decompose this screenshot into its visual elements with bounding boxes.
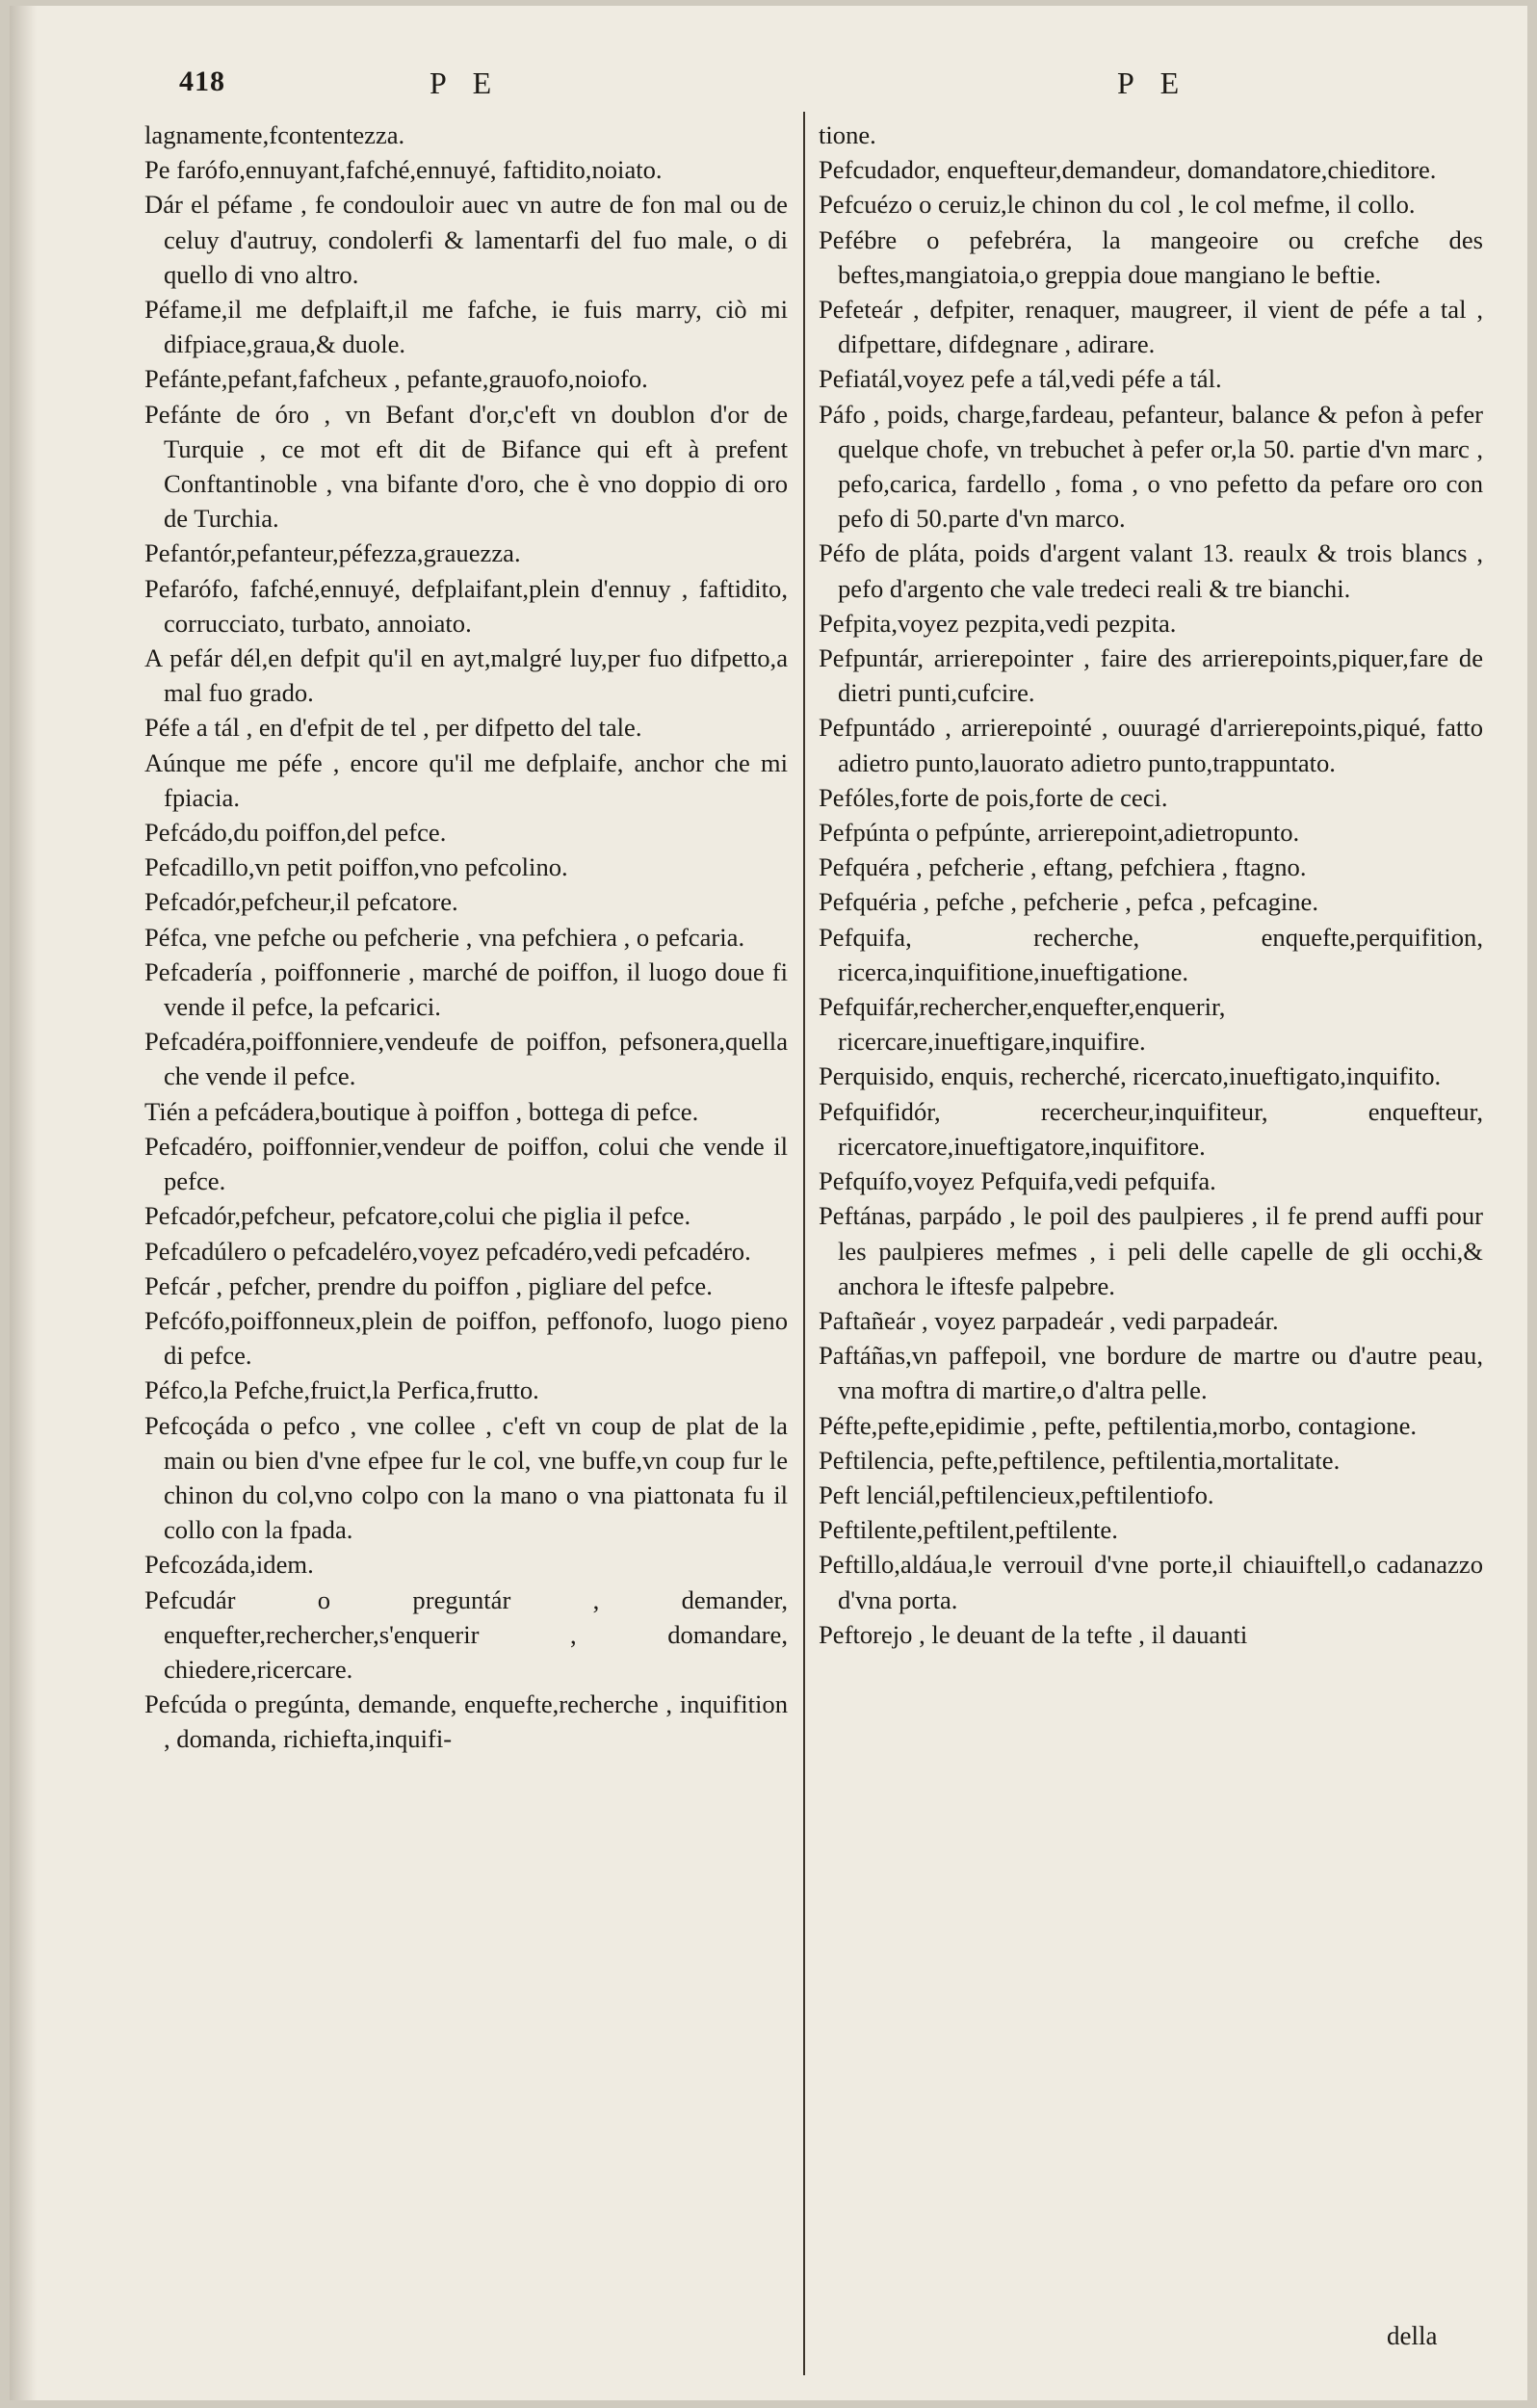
dictionary-entry: Dár el péfame , fe condouloir auec vn autre de fon mal ou de celuy d'autruy, condolerfi & lamentarfi del fuo male, o di quello di vno altro. bbox=[144, 190, 788, 289]
dictionary-entry: Pefcudador, enquefteur,demandeur, domandatore,chieditore. bbox=[819, 155, 1437, 185]
dictionary-entry: Pefánte,pefant,fafcheux , pefante,grauofo,noiofo. bbox=[144, 364, 648, 394]
dictionary-entry: Pefquifa, recherche, enquefte,perquifition, ricerca,inquifitione,inueftigatione. bbox=[819, 922, 1483, 986]
dictionary-entry: Pefcadéra,poiffonniere,vendeufe de poiffon, pefsonera,quella che vende il pefce. bbox=[144, 1027, 788, 1091]
dictionary-entry: Pe farófo,ennuyant,fafché,ennuyé, faftidito,noiato. bbox=[144, 155, 663, 185]
page-number: 418 bbox=[179, 65, 225, 97]
dictionary-entry: Péfco,la Pefche,fruict,la Perfica,frutto. bbox=[144, 1375, 539, 1405]
dictionary-entry: Péfte,pefte,epidimie , pefte, peftilentia,morbo, contagione. bbox=[819, 1410, 1418, 1440]
dictionary-entry: Pefcúda o pregúnta, demande, enquefte,recherche , inquifition , domanda, richiefta,inquifi- bbox=[144, 1689, 788, 1754]
binding-shadow bbox=[10, 6, 37, 2400]
dictionary-entry: Pefcadéro, poiffonnier,vendeur de poiffon, colui che vende il pefce. bbox=[144, 1131, 788, 1196]
dictionary-entry: Pefquéra , pefcherie , eftang, pefchiera , ftagno. bbox=[819, 852, 1307, 882]
dictionary-entry: Páfo , poids, charge,fardeau, pefanteur, balance & pefon à pefer quelque chofe, vn trebuchet à pefer or,la 50. partie d'vn marc , pefo,carica, fardello , foma , o vno pefetto da pefare oro con pefo di 50.parte d'vn marco. bbox=[819, 399, 1483, 534]
dictionary-entry: Pefcár , pefcher, prendre du poiffon , pigliare del pefce. bbox=[144, 1270, 713, 1300]
dictionary-entry: Pefánte de óro , vn Befant d'or,c'eft vn doublon d'or de Turquie , ce mot eft dit de Bifance qui eft à prefent Conftantinoble , vna bifante d'oro, che è vno doppio di oro de Turchia. bbox=[144, 399, 788, 534]
dictionary-entry: Pefantór,pefanteur,péfezza,grauezza. bbox=[144, 538, 521, 568]
right-column bbox=[819, 118, 1483, 1652]
dictionary-entry: Pefcadúlero o pefcadeléro,voyez pefcadéro,vedi pefcadéro. bbox=[144, 1236, 751, 1266]
dictionary-entry: Peftilencia, pefte,peftilence, peftilentia,mortalitate. bbox=[819, 1445, 1341, 1475]
dictionary-entry: Pefcadería , poiffonnerie , marché de poiffon, il luogo doue fi vende il pefce, la pefcarici. bbox=[144, 956, 788, 1022]
dictionary-entry: Paftáñas,vn paffepoil, vne bordure de martre ou d'autre peau, vna moftra di martire,o d'altra pelle. bbox=[819, 1341, 1483, 1405]
dictionary-entry: Paftañeár , voyez parpadeár , vedi parpadeár. bbox=[819, 1305, 1279, 1335]
dictionary-entry: Pefpita,voyez pezpita,vedi pezpita. bbox=[819, 608, 1177, 638]
book-page bbox=[10, 6, 1527, 2400]
dictionary-entry: Péfe a tál , en d'efpit de tel , per difpetto del tale. bbox=[144, 713, 642, 743]
dictionary-entry: Pefcadillo,vn petit poiffon,vno pefcolino. bbox=[144, 852, 568, 882]
dictionary-entry: Perquisido, enquis, recherché, ricercato,inueftigato,inquifito. bbox=[819, 1061, 1442, 1091]
dictionary-entry: Pefébre o pefebréra, la mangeoire ou crefche des beftes,mangiatoia,o greppia doue mangiano le beftie. bbox=[819, 224, 1483, 289]
dictionary-entry: Pefquífo,voyez Pefquifa,vedi pefquifa. bbox=[819, 1166, 1216, 1196]
dictionary-entry: A pefár dél,en defpit qu'il en ayt,malgré luy,per fuo difpetto,a mal fuo grado. bbox=[144, 643, 788, 708]
dictionary-entry: Pefcadór,pefcheur, pefcatore,colui che piglia il pefce. bbox=[144, 1201, 691, 1231]
dictionary-entry: Pefóles,forte de pois,forte de ceci. bbox=[819, 782, 1168, 812]
dictionary-entry: Péfo de pláta, poids d'argent valant 13. reaulx & trois blancs , pefo d'argento che vale tredeci reali & tre bianchi. bbox=[819, 538, 1483, 603]
page-header bbox=[10, 65, 1527, 108]
dictionary-entry: Pefiatál,voyez pefe a tál,vedi péfe a tál. bbox=[819, 364, 1222, 394]
dictionary-entry: Peftánas, parpádo , le poil des paulpieres , il fe prend auffi pour les paulpieres mefmes , i peli delle capelle de gli occhi,& anchora le iftesfe palpebre. bbox=[819, 1201, 1483, 1300]
dictionary-entry: Pefquifár,rechercher,enquefter,enquerir, ricercare,inueftigare,inquifire. bbox=[819, 992, 1226, 1057]
catchword: della bbox=[1387, 2321, 1438, 2350]
dictionary-entry: Pefarófo, fafché,ennuyé, defplaifant,plein d'ennuy , faftidito, corrucciato, turbato, annoiato. bbox=[144, 573, 788, 638]
dictionary-entry: Pefcoçáda o pefco , vne collee , c'eft vn coup de plat de la main ou bien d'vne efpee fur le col, vne buffe,vn coup fur le chinon du col,vno colpo con la mano o vna piattonata fu il collo con la fpada. bbox=[144, 1410, 788, 1545]
dictionary-entry: Péfame,il me defplaift,il me fafche, ie fuis marry, ciò mi difpiace,graua,& duole. bbox=[144, 295, 788, 359]
column-divider bbox=[803, 112, 805, 2375]
dictionary-entry: tione. bbox=[819, 120, 876, 149]
dictionary-entry: Aúnque me péfe , encore qu'il me defplaife, anchor che mi fpiacia. bbox=[144, 747, 788, 812]
running-head-left: P E bbox=[430, 65, 502, 100]
dictionary-entry: Péfca, vne pefche ou pefcherie , vna pefchiera , o pefcaria. bbox=[144, 922, 745, 952]
dictionary-entry: Pefquéria , pefche , pefcherie , pefca , pefcagine. bbox=[819, 887, 1319, 917]
dictionary-entry: Tién a pefcádera,boutique à poiffon , bottega di pefce. bbox=[144, 1096, 699, 1126]
dictionary-entry: Pefpuntádo , arrierepointé , ouuragé d'arrierepoints,piqué, fatto adietro punto,lauorato adietro punto,trappuntato. bbox=[819, 713, 1483, 777]
dictionary-entry: Pefcozáda,idem. bbox=[144, 1550, 314, 1580]
dictionary-entry: Pefcádo,du poiffon,del pefce. bbox=[144, 818, 447, 848]
running-head-right: P E bbox=[1117, 65, 1189, 100]
dictionary-entry: Pefcadór,pefcheur,il pefcatore. bbox=[144, 887, 458, 917]
dictionary-entry: Pefquifidór, recercheur,inquifiteur, enquefteur, ricercatore,inueftigatore,inquifitore. bbox=[819, 1096, 1483, 1161]
dictionary-entry: Pefpuntár, arrierepointer , faire des arrierepoints,piquer,fare de dietri punti,cufcire. bbox=[819, 643, 1483, 708]
dictionary-entry: Peft lenciál,peftilencieux,peftilentiofo. bbox=[819, 1479, 1214, 1509]
dictionary-entry: Peftorejo , le deuant de la tefte , il dauanti bbox=[819, 1619, 1248, 1649]
dictionary-entry: Pefcuézo o ceruiz,le chinon du col , le col mefme, il collo. bbox=[819, 190, 1416, 220]
dictionary-entry: Peftilente,peftilent,peftilente. bbox=[819, 1515, 1118, 1545]
dictionary-entry: Pefpúnta o pefpúnte, arrierepoint,adietropunto. bbox=[819, 818, 1300, 848]
left-column bbox=[144, 118, 788, 1757]
dictionary-entry: Pefcudár o preguntár , demander, enquefter,rechercher,s'enquerir , domandare, chiedere,ricercare. bbox=[144, 1584, 788, 1684]
dictionary-entry: lagnamente,fcontentezza. bbox=[144, 120, 405, 149]
dictionary-entry: Pefeteár , defpiter, renaquer, maugreer, il vient de péfe a tal , difpettare, difdegnare , adirare. bbox=[819, 295, 1483, 359]
dictionary-entry: Pefcófo,poiffonneux,plein de poiffon, peffonofo, luogo pieno di pefce. bbox=[144, 1305, 788, 1371]
dictionary-entry: Peftillo,aldáua,le verrouil d'vne porte,il chiauiftell,o cadanazzo d'vna porta. bbox=[819, 1550, 1483, 1614]
